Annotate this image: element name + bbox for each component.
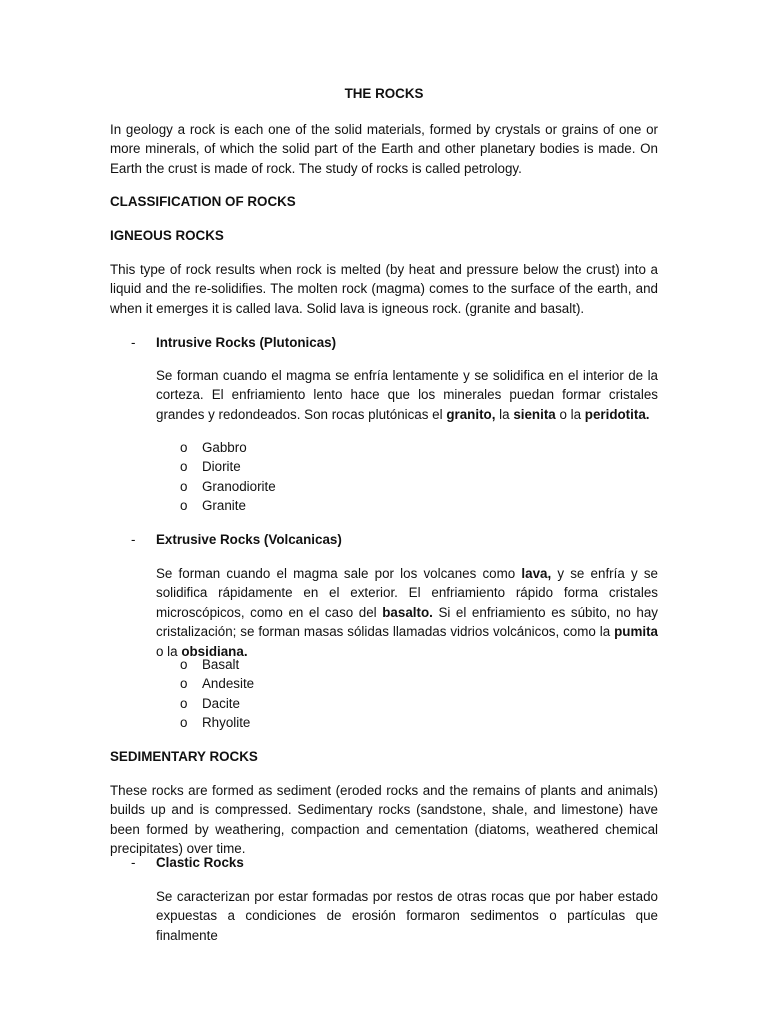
extrusive-text-b: y se enfría y se solidifica rápidamente en el exterior. El enfriamiento rápido forma cristales microscópicos, como en el caso del [156,566,658,620]
list-item [180,457,276,476]
circle-bullet-icon: o [180,478,188,494]
extrusive-text-d: o la [156,643,182,659]
intrusive-paragraph [156,366,658,424]
dash-bullet: - [131,335,136,350]
list-item [180,496,276,515]
circle-bullet-icon: o [180,459,188,475]
intrusive-heading: Intrusive Rocks (Plutonicas) [156,335,337,350]
dash-bullet: - [131,532,136,547]
extrusive-paragraph [156,564,658,661]
extrusive-text-c: Si el enfriamiento es súbito, no hay cristalización; se forman masas sólidas llamadas vidrios volcánicos, como la [156,604,659,640]
extrusive-heading: Extrusive Rocks (Volcanicas) [156,532,342,547]
extrusive-bold-lava: lava, [521,566,552,581]
circle-bullet-icon: o [180,676,188,692]
clastic-heading: Clastic Rocks [156,855,244,870]
list-item-label: Diorite [202,459,241,475]
list-item-label: Rhyolite [202,715,251,731]
sedimentary-heading: SEDIMENTARY ROCKS [110,749,258,764]
list-item [180,655,254,674]
list-item [180,713,254,732]
intro-paragraph: In geology a rock is each one of the solid materials, formed by crystals or grains of one or more minerals, of which the solid part of the Earth and other planetary bodies is made. On Earth the crust is made of rock. The study of rocks is called petrology. [110,122,658,176]
circle-bullet-icon: o [180,657,188,672]
list-item-label: Basalt [202,657,240,672]
intrusive-bold-peridotita: peridotita. [584,406,650,422]
list-item-label: Granodiorite [202,478,276,494]
intrusive-bold-granito: granito, [446,406,496,422]
intrusive-text-b: la [495,406,514,422]
intrusive-bold-sienita: sienita [513,406,556,422]
list-item-label: Andesite [202,676,255,692]
clastic-paragraph: Se caracterizan por estar formadas por restos de otras rocas que por haber estado expuestas a condiciones de erosión formaron sedimentos o partículas que finalmente [156,889,658,943]
extrusive-text-a: Se forman cuando el magma sale por los volcanes como [156,566,522,581]
circle-bullet-icon: o [180,695,188,711]
list-item [180,477,276,496]
extrusive-bold-basalto: basalto. [382,604,433,620]
classification-heading: CLASSIFICATION OF ROCKS [110,194,296,209]
igneous-paragraph: This type of rock results when rock is melted (by heat and pressure below the crust) into a liquid and the re-solidifies. The molten rock (magma) comes to the surface of the earth, and when it emerges it is called lava. Solid lava is igneous rock. (granite and basalt). [110,262,658,316]
extrusive-bold-obsidiana: obsidiana. [181,643,248,659]
sedimentary-paragraph: These rocks are formed as sediment (eroded rocks and the remains of plants and animals) builds up and is compressed. Sedimentary rocks (sandstone, shale, and limestone) have been formed by weathering, compaction and cementation (diatoms, weathered chemical precipitates) over time. [110,783,658,857]
list-item [180,674,254,693]
list-item-label: Gabbro [202,440,247,455]
extrusive-list [180,655,254,733]
dash-bullet: - [131,855,136,870]
extrusive-bold-pumita: pumita [614,624,658,640]
list-item [180,438,276,457]
page-title: THE ROCKS [344,86,424,101]
intrusive-text-c: o la [555,406,585,422]
igneous-heading: IGNEOUS ROCKS [110,228,224,243]
list-item-label: Granite [202,498,246,514]
list-item [180,694,254,713]
list-item-label: Dacite [202,695,240,711]
circle-bullet-icon: o [180,440,188,455]
intrusive-list [180,438,276,516]
circle-bullet-icon: o [180,498,188,514]
circle-bullet-icon: o [180,715,188,731]
intrusive-text-a: Se forman cuando el magma se enfría lentamente y se solidifica en el interior de la corteza. El enfriamiento lento hace que los minerales puedan formar cristales grandes y redondeados. Son rocas plutónicas el [156,368,658,422]
